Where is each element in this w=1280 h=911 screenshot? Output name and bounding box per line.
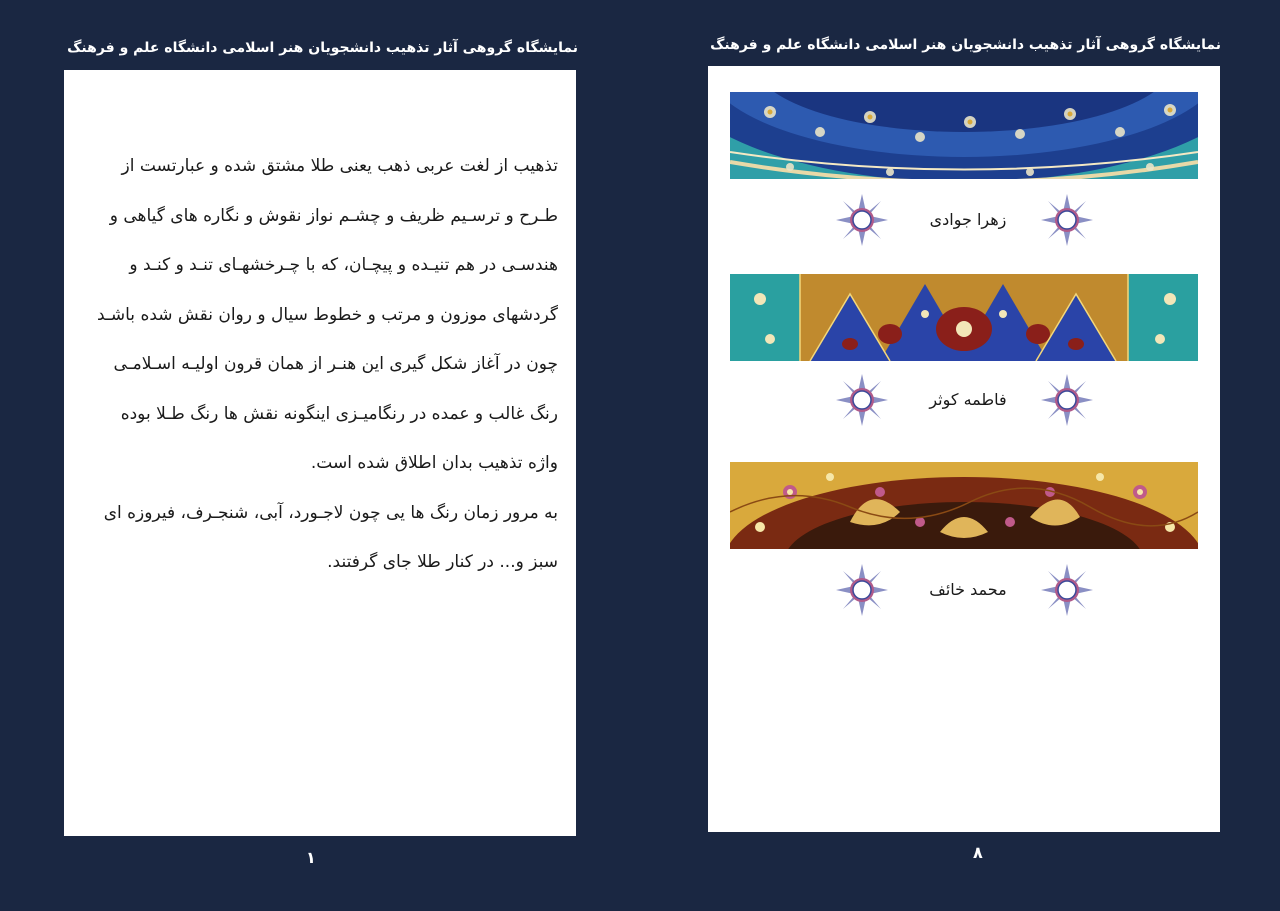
- illumination-banner-1: [730, 92, 1198, 179]
- intro-line: چون در آغاز شکل گیری این هنـر از همان قرون اولیـه اسـلامـی: [113, 354, 558, 374]
- intro-line: تذهیب از لغت عربی ذهب یعنی طلا مشتق شده و عبارتست از: [121, 156, 558, 176]
- intro-line: هندسـی در هم تنیـده و پیچـان، که با چـرخشهـای تنـد و کنـد و: [129, 255, 558, 275]
- right-page-header: نمایشگاه گروهی آثار تذهیب دانشجویان هنر اسلامی دانشگاه علم و فرهنگ: [710, 37, 1221, 53]
- intro-text: [96, 142, 558, 588]
- rosette-icon: [836, 564, 888, 616]
- artist-row: [708, 560, 1220, 620]
- right-page-number: ۸: [973, 843, 983, 862]
- artist-name: محمد خائف: [929, 580, 1007, 599]
- intro-line: رنگ غالب و عمده در رنگامیـزی اینگونه نقش ها رنگ طـلا بوده: [120, 403, 558, 424]
- left-page: [64, 70, 576, 836]
- rosette-icon: [836, 194, 888, 246]
- artist-name: فاطمه کوثر: [929, 390, 1007, 409]
- right-page: [708, 66, 1220, 832]
- intro-line: واژه تذهیب بدان اطلاق شده است.: [310, 453, 558, 473]
- rosette-icon: [1041, 194, 1093, 246]
- intro-line: طـرح و ترسـیم ظریف و چشـم نواز نقوش و نگاره های گیاهی و: [109, 205, 558, 226]
- artist-name: زهرا جوادی: [929, 210, 1007, 229]
- intro-line: گردشهای موزون و مرتب و خطوط سیال و روان نقش شده باشـد: [96, 304, 558, 325]
- rosette-icon: [836, 374, 888, 426]
- illumination-banner-2: [730, 274, 1198, 361]
- left-page-header: نمایشگاه گروهی آثار تذهیب دانشجویان هنر اسلامی دانشگاه علم و فرهنگ: [67, 40, 578, 56]
- intro-line: سبز و... در کنار طلا جای گرفتند.: [327, 552, 558, 572]
- artist-row: [708, 190, 1220, 250]
- artist-row: [708, 370, 1220, 430]
- intro-line: به مرور زمان رنگ ها یی چون لاجـورد، آبی، شنجـرف، فیروزه ای: [103, 502, 558, 523]
- left-page-number: ۱: [306, 848, 316, 867]
- rosette-icon: [1041, 564, 1093, 616]
- rosette-icon: [1041, 374, 1093, 426]
- illumination-banner-3: [730, 462, 1198, 549]
